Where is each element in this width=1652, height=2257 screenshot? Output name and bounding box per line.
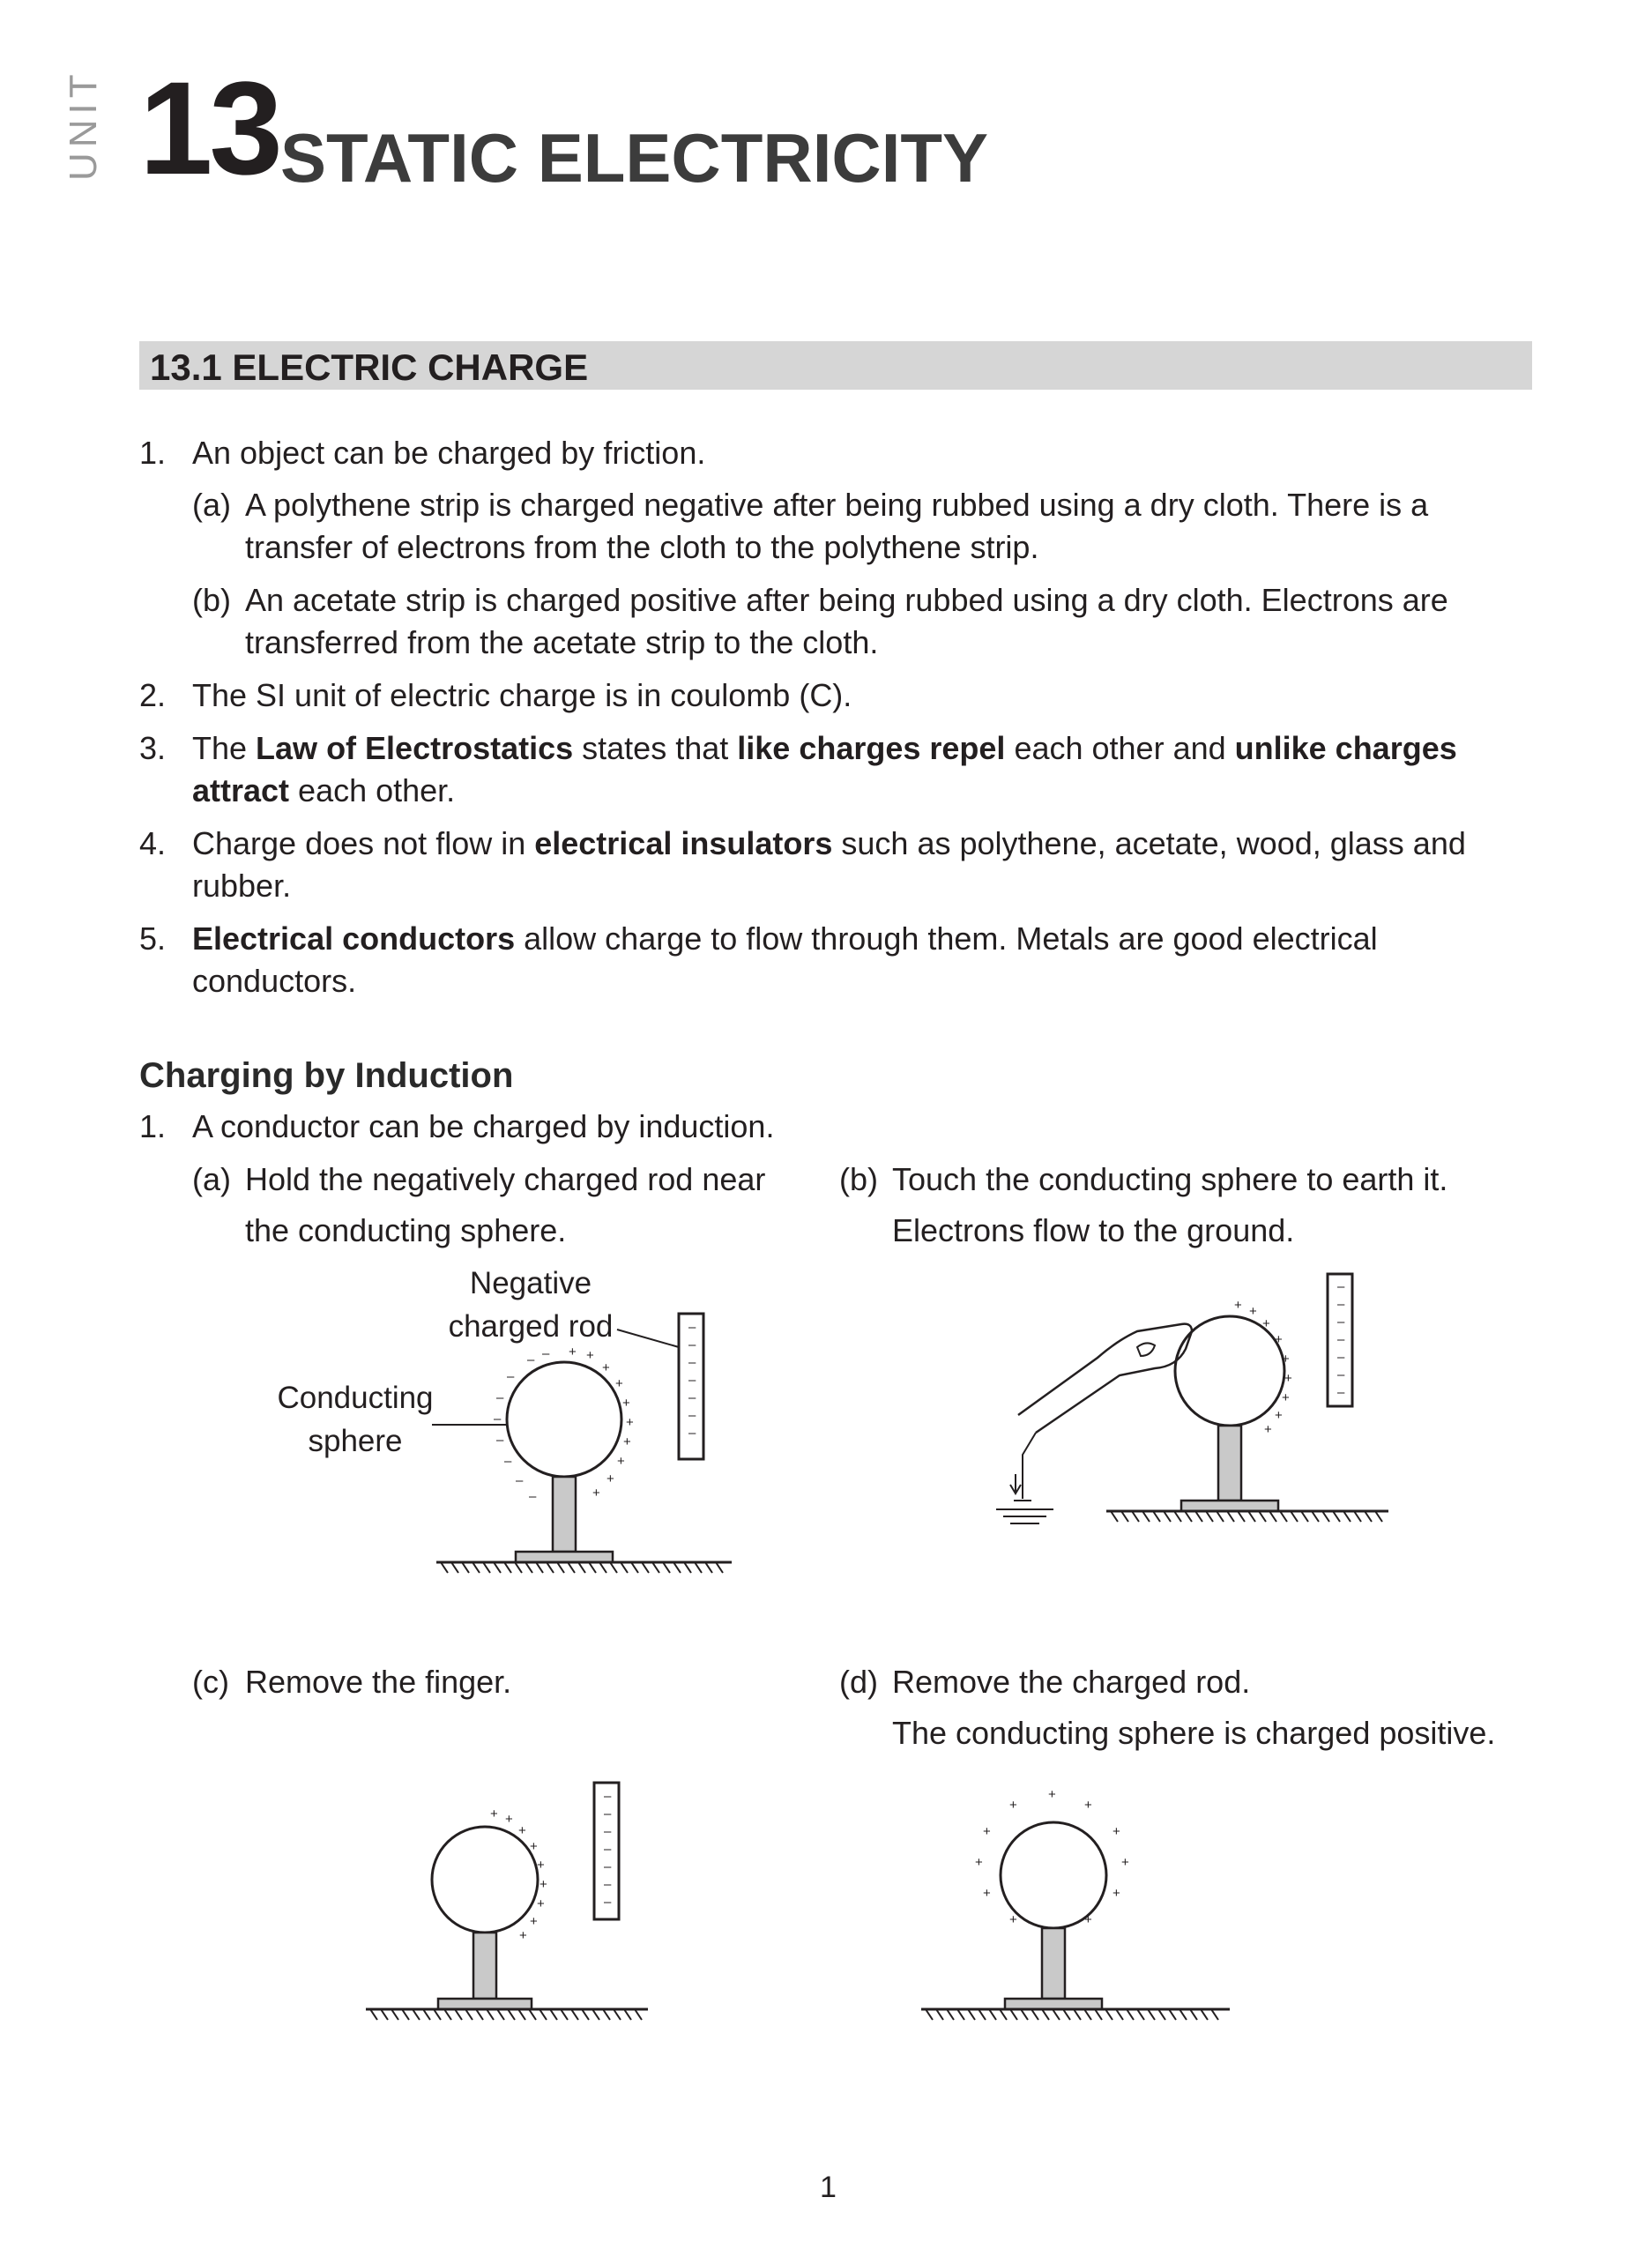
svg-text:+: + xyxy=(530,1839,538,1854)
svg-text:+: + xyxy=(1112,1886,1120,1901)
step-b-line2: Electrons flow to the ground. xyxy=(892,1212,1295,1248)
svg-text:–: – xyxy=(688,1337,696,1352)
svg-text:–: – xyxy=(1337,1367,1345,1382)
step-a-label: (a) xyxy=(192,1161,231,1197)
svg-text:+: + xyxy=(1282,1352,1290,1367)
svg-text:–: – xyxy=(604,1806,612,1821)
point-4-number: 4. xyxy=(139,825,167,861)
svg-text:–: – xyxy=(604,1842,612,1857)
svg-text:+: + xyxy=(1121,1855,1129,1870)
svg-text:+: + xyxy=(1048,1787,1056,1802)
step-d-line1: Remove the charged rod. xyxy=(892,1664,1251,1700)
svg-text:–: – xyxy=(688,1408,696,1423)
svg-text:+: + xyxy=(1084,1798,1092,1813)
svg-text:–: – xyxy=(688,1373,696,1388)
point-1b-line1: An acetate strip is charged positive after being rubbed using a dry cloth. Electrons are xyxy=(245,582,1448,618)
svg-text:–: – xyxy=(494,1412,502,1426)
svg-text:+: + xyxy=(1275,1408,1283,1423)
svg-text:+: + xyxy=(1249,1304,1257,1319)
svg-text:+: + xyxy=(1282,1390,1290,1405)
svg-text:–: – xyxy=(504,1454,512,1469)
point-3-number: 3. xyxy=(139,730,167,766)
unit-word: UNIT xyxy=(62,69,105,181)
point-3-line1: The Law of Electrostatics states that like charges repel each other and unlike charges xyxy=(192,730,1457,766)
induction-1-number: 1. xyxy=(139,1108,167,1144)
svg-text:+: + xyxy=(592,1486,600,1501)
svg-text:–: – xyxy=(688,1355,696,1370)
unit-title: STATIC ELECTRICITY xyxy=(280,119,989,197)
svg-text:–: – xyxy=(604,1859,612,1874)
svg-text:–: – xyxy=(496,1433,504,1448)
point-1a-line2: transfer of electrons from the cloth to the polythene strip. xyxy=(245,529,1039,565)
point-5-number: 5. xyxy=(139,920,167,957)
step-c-label: (c) xyxy=(192,1664,229,1700)
point-5-line2: conductors. xyxy=(192,963,357,999)
svg-text:–: – xyxy=(1337,1350,1345,1365)
induction-1-text: A conductor can be charged by induction. xyxy=(192,1108,775,1144)
svg-text:+: + xyxy=(518,1823,526,1838)
induction-heading: Charging by Induction xyxy=(139,1056,514,1095)
unit-number: 13 xyxy=(139,54,279,202)
svg-text:+: + xyxy=(1264,1422,1272,1437)
svg-text:–: – xyxy=(604,1877,612,1892)
svg-text:+: + xyxy=(1275,1332,1283,1347)
step-a-line1: Hold the negatively charged rod near xyxy=(245,1161,766,1197)
svg-text:–: – xyxy=(516,1473,524,1488)
svg-text:–: – xyxy=(542,1346,550,1361)
point-2-number: 2. xyxy=(139,677,167,713)
step-c-line1: Remove the finger. xyxy=(245,1664,512,1700)
svg-text:–: – xyxy=(1337,1315,1345,1330)
point-1a-line1: A polythene strip is charged negative after being rubbed using a dry cloth. There is a xyxy=(245,487,1429,523)
svg-text:+: + xyxy=(983,1824,991,1839)
point-1b-line2: transferred from the acetate strip to the cloth. xyxy=(245,624,879,660)
step-b-label: (b) xyxy=(839,1161,878,1197)
sphere-label-line1: Conducting xyxy=(277,1381,434,1415)
svg-text:–: – xyxy=(604,1824,612,1839)
ground-hatch-d xyxy=(926,2009,1218,2020)
point-1-number: 1. xyxy=(139,435,167,471)
svg-text:+: + xyxy=(569,1345,577,1359)
point-1a-label: (a) xyxy=(192,487,231,523)
svg-text:+: + xyxy=(602,1360,610,1375)
svg-text:–: – xyxy=(688,1426,696,1441)
svg-text:–: – xyxy=(1337,1385,1345,1400)
svg-text:–: – xyxy=(507,1369,515,1384)
step-d-line2: The conducting sphere is charged positive. xyxy=(892,1715,1496,1751)
svg-text:+: + xyxy=(530,1914,538,1929)
insulating-stand-d xyxy=(1042,1928,1065,1999)
svg-text:+: + xyxy=(615,1376,623,1391)
svg-text:+: + xyxy=(626,1415,634,1430)
svg-text:+: + xyxy=(983,1886,991,1901)
svg-text:+: + xyxy=(586,1348,594,1363)
sphere-label-line2: sphere xyxy=(308,1424,403,1458)
svg-text:+: + xyxy=(1009,1798,1017,1813)
svg-text:+: + xyxy=(1084,1912,1092,1927)
svg-text:–: – xyxy=(1337,1332,1345,1347)
stand-base-d xyxy=(1005,1999,1102,2009)
point-5-line1: Electrical conductors allow charge to flow through them. Metals are good electrical xyxy=(192,920,1378,957)
svg-text:+: + xyxy=(622,1396,630,1411)
svg-text:–: – xyxy=(1337,1279,1345,1294)
point-3-line2: attract each other. xyxy=(192,772,456,808)
svg-text:+: + xyxy=(490,1806,498,1821)
svg-text:+: + xyxy=(519,1928,527,1943)
svg-text:+: + xyxy=(623,1434,631,1449)
rod-label-line2: charged rod xyxy=(448,1309,614,1344)
svg-text:+: + xyxy=(505,1812,513,1827)
point-1-text: An object can be charged by friction. xyxy=(192,435,706,471)
svg-text:+: + xyxy=(1284,1371,1292,1386)
step-b-line1: Touch the conducting sphere to earth it. xyxy=(892,1161,1448,1197)
svg-text:+: + xyxy=(617,1454,625,1469)
section-title: 13.1 ELECTRIC CHARGE xyxy=(150,346,589,388)
svg-text:+: + xyxy=(537,1896,545,1911)
svg-text:–: – xyxy=(496,1390,504,1405)
svg-text:–: – xyxy=(604,1789,612,1804)
svg-text:+: + xyxy=(1112,1824,1120,1839)
svg-text:–: – xyxy=(688,1320,696,1335)
svg-text:+: + xyxy=(1262,1316,1270,1331)
svg-text:+: + xyxy=(975,1855,983,1870)
svg-text:–: – xyxy=(604,1895,612,1910)
point-2-text: The SI unit of electric charge is in coulomb (C). xyxy=(192,677,852,713)
step-a-line2: the conducting sphere. xyxy=(245,1212,567,1248)
svg-text:+: + xyxy=(606,1471,614,1486)
svg-text:–: – xyxy=(527,1352,535,1367)
page-number: 1 xyxy=(820,2171,837,2204)
svg-text:–: – xyxy=(688,1390,696,1405)
rod-label-line1: Negative xyxy=(469,1266,592,1300)
point-4-line2: rubber. xyxy=(192,868,292,904)
svg-text:+: + xyxy=(1009,1912,1017,1927)
svg-text:+: + xyxy=(537,1858,545,1873)
step-d-label: (d) xyxy=(839,1664,878,1700)
svg-text:+: + xyxy=(1234,1298,1242,1313)
svg-text:–: – xyxy=(1337,1297,1345,1312)
svg-text:+: + xyxy=(540,1877,547,1892)
point-1b-label: (b) xyxy=(192,582,231,618)
svg-text:–: – xyxy=(529,1489,537,1504)
point-4-line1: Charge does not flow in electrical insulators such as polythene, acetate, wood, glass and xyxy=(192,825,1466,861)
